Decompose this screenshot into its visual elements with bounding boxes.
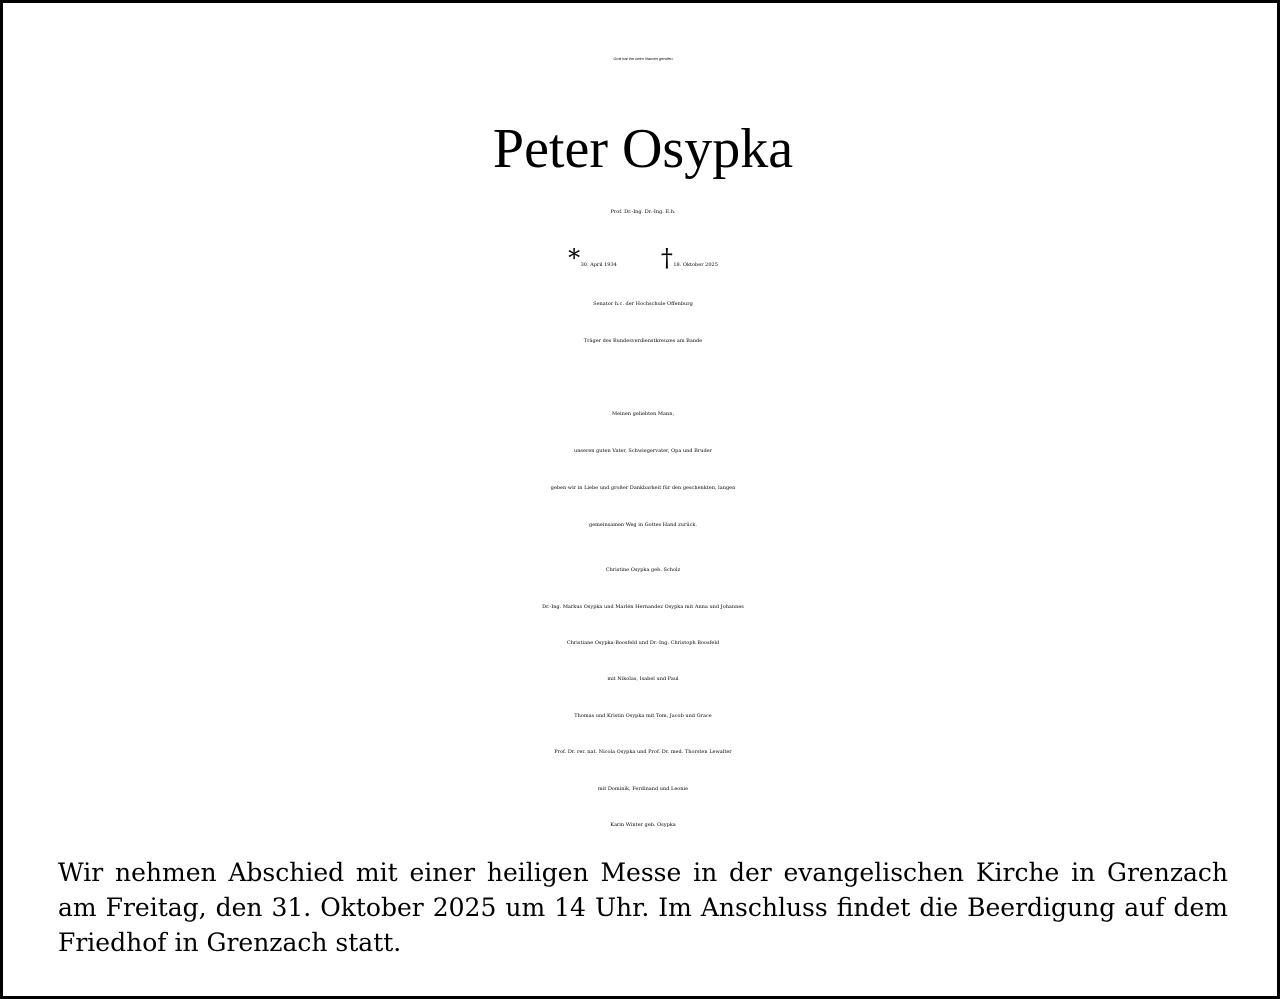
birth-date: 30. April 1934 <box>580 262 617 268</box>
academic-title: Prof. Dr.-Ing. Dr.-Ing. E.h. <box>610 209 676 215</box>
death-date: 18. Oktober 2025 <box>673 262 718 268</box>
message-line: unseren guten Vater, Schwiegervater, Opa und Bruder <box>573 448 712 454</box>
mourner-line: mit Nikolas, Isabel und Paul <box>607 676 679 682</box>
message-line: Meinen geliebten Mann, <box>611 411 675 417</box>
mourner-line: Christine Osypka geb. Scholz <box>605 567 681 573</box>
deceased-name: Peter Osypka <box>492 118 794 180</box>
mourner-line: Christiane Osypka-Boosfeld und Dr.-Ing. Christoph Boosfeld <box>566 640 720 646</box>
death-date-group <box>660 244 718 272</box>
birth-date-group <box>568 244 617 272</box>
mourner-line: Prof. Dr. rer. nat. Nicola Osypka und Prof. Dr. med. Thorsten Lewalter <box>554 749 732 755</box>
birth-star-icon: * <box>568 244 581 272</box>
mourner-line: Dr.-Ing. Markus Osypka und Marlén Hernandez Osypka mit Anna und Johannes <box>542 604 744 610</box>
honor-line: Träger des Bundesverdienstkreuzes am Bande <box>583 338 703 344</box>
mourner-line: mit Dominik, Ferdinand und Leonie <box>597 786 689 792</box>
life-dates <box>3 243 1280 280</box>
motto: Gott hat ihn beim Namen gerufen <box>613 56 673 61</box>
funeral-announcement: Wir nehmen Abschied mit einer heiligen Messe in der evangelischen Kirche in Grenzach am Freitag, den 31. Oktober 2025 um 14 Uhr. Im Anschluss findet die Beerdigung auf dem Friedhof in Grenzach statt. <box>58 858 1228 957</box>
death-cross-icon: † <box>660 244 673 272</box>
message-line: gemeinsamen Weg in Gottes Hand zurück. <box>589 522 697 528</box>
mourner-line: Thomas und Kristin Osypka mit Tom, Jacob und Grace <box>574 713 712 719</box>
honor-line: Senator h.c. der Hochschule Offenburg <box>593 301 693 307</box>
mourner-line: Karin Winter geb. Osypka <box>610 822 676 828</box>
message-line: geben wir in Liebe und großer Dankbarkeit für den geschenkten, langen <box>550 485 736 491</box>
